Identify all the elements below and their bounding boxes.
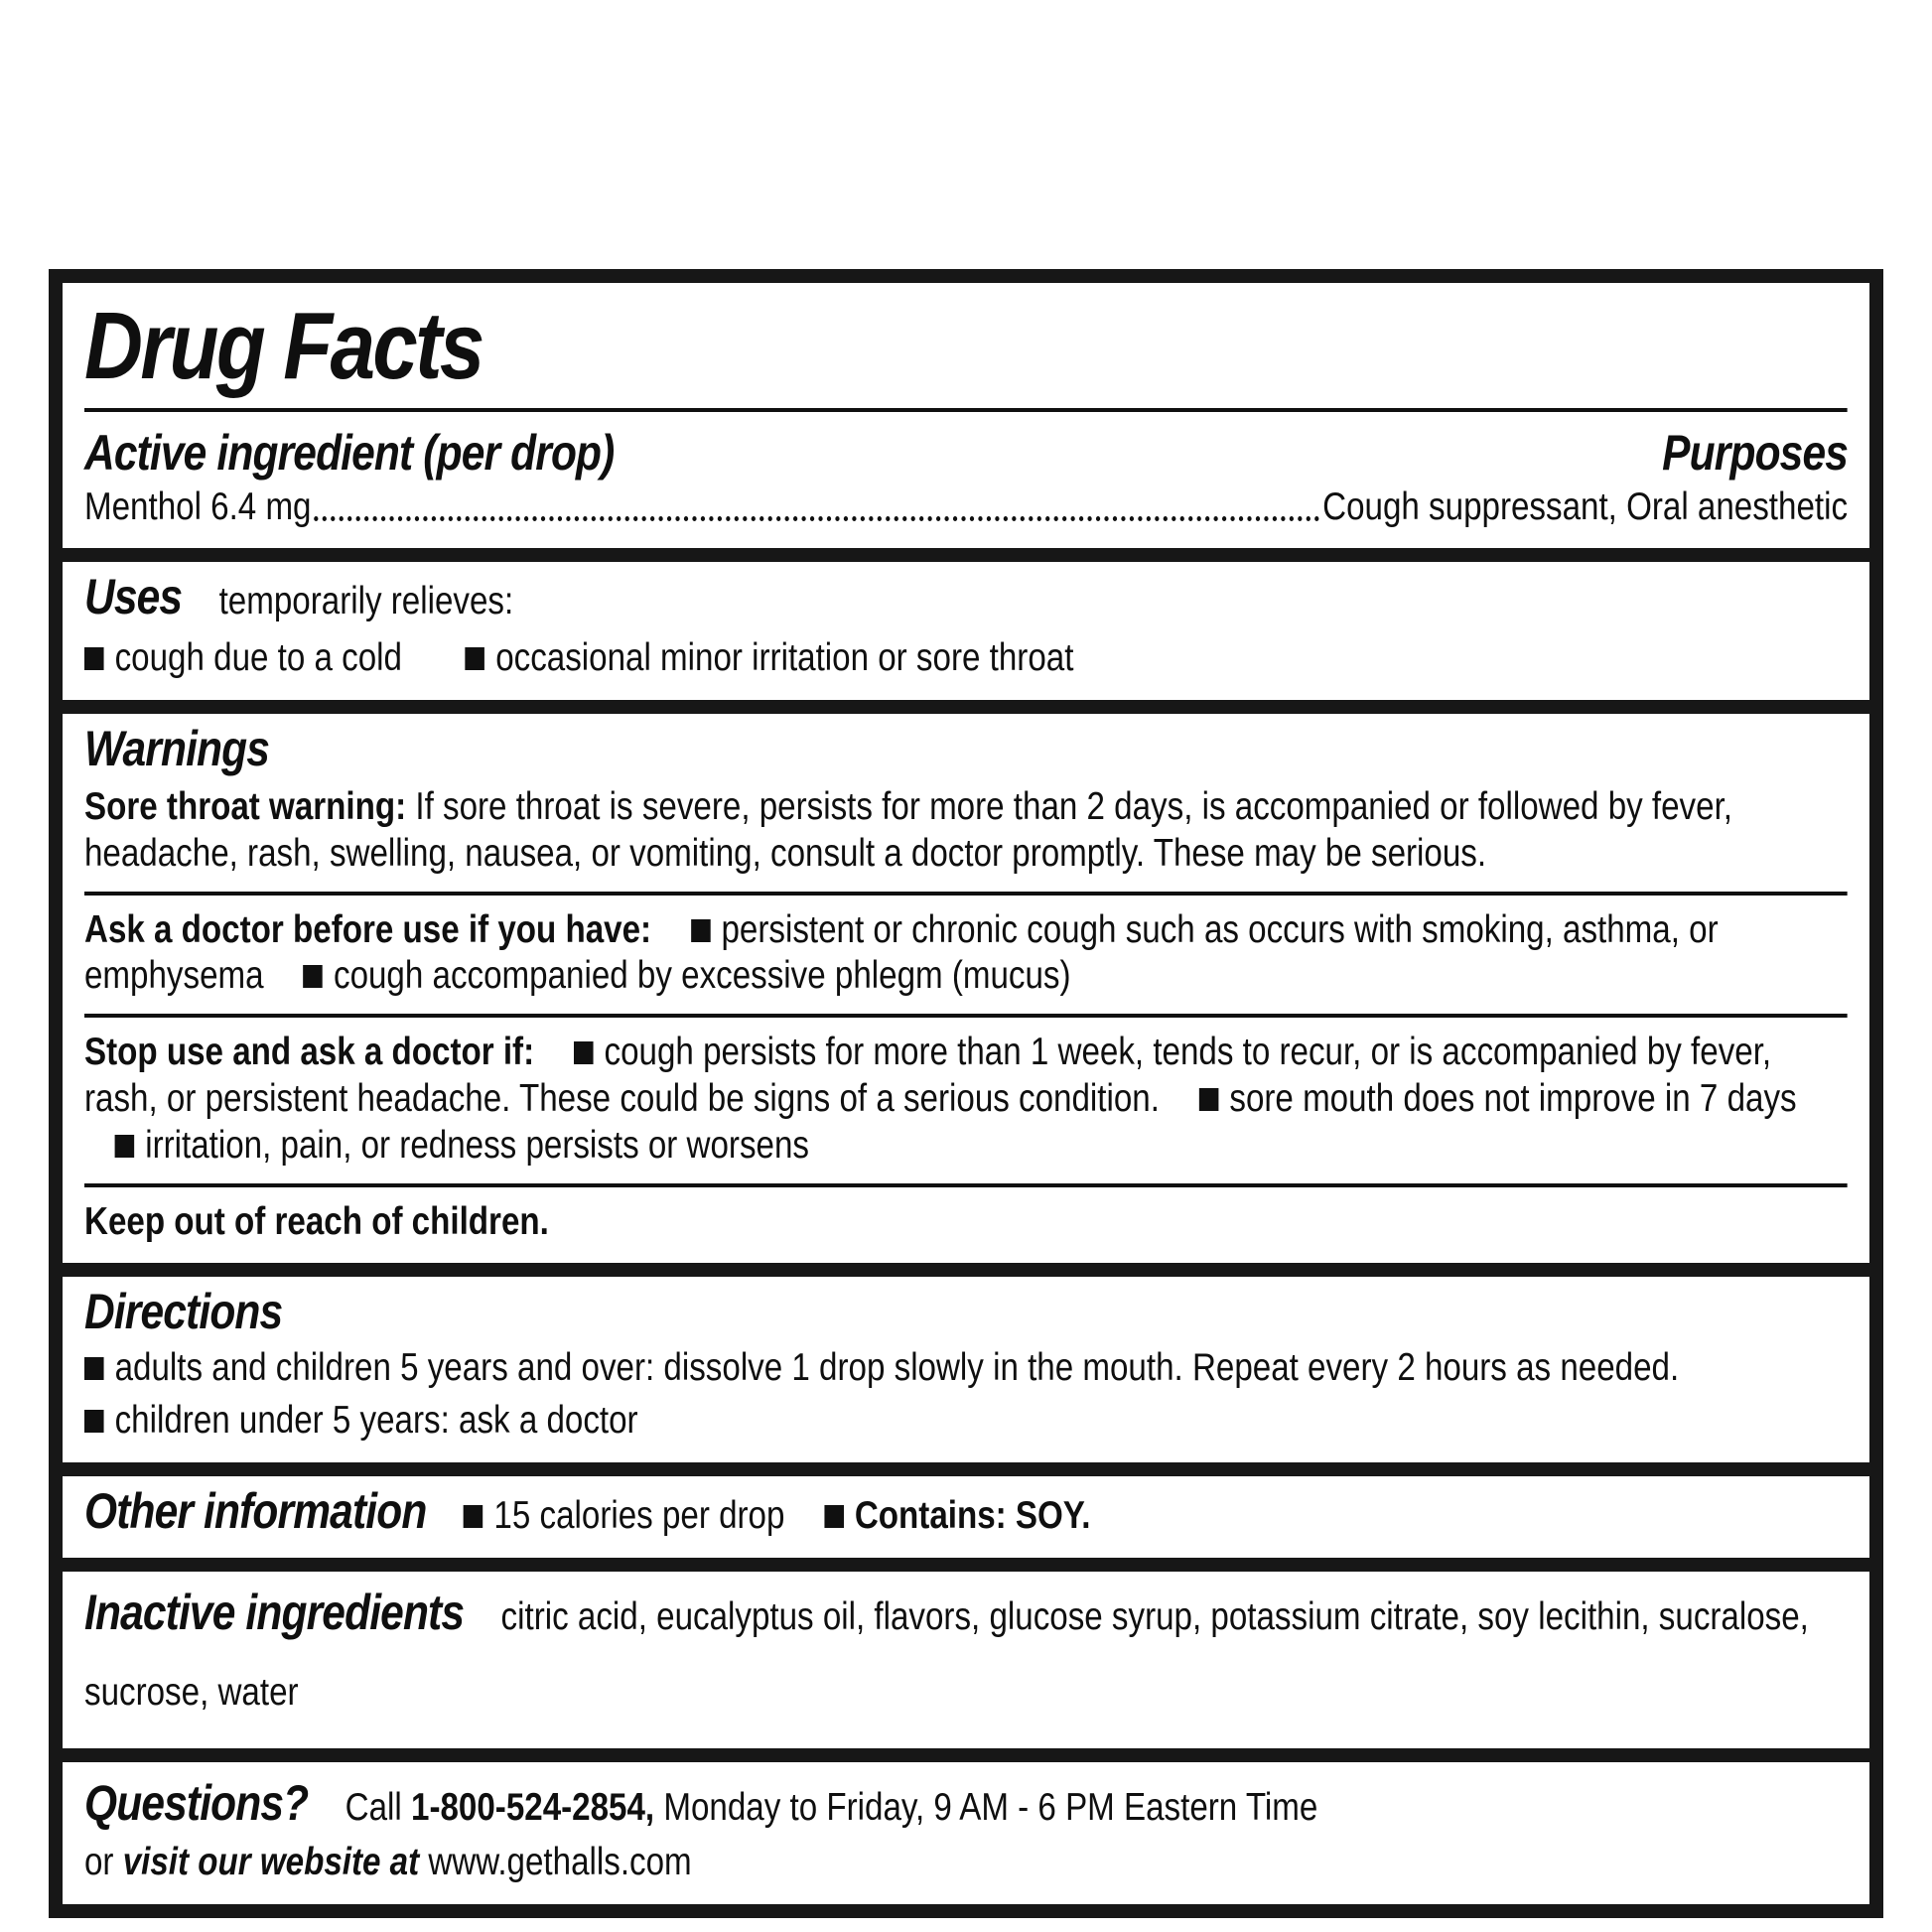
directions-bullet	[84, 1345, 1848, 1392]
bullet-square-icon	[574, 1041, 594, 1064]
active-ingredient-name: Menthol 6.4 mg	[84, 484, 312, 528]
questions-heading: Questions?	[84, 1774, 309, 1831]
uses-bullet: occasional minor irritation or sore throat	[495, 636, 1074, 680]
ask-doctor-label: Ask a doctor before use if you have:	[84, 907, 652, 951]
bullet-square-icon	[84, 1410, 104, 1433]
directions-bullet	[84, 1398, 1848, 1445]
uses-bullet: cough due to a cold	[114, 636, 402, 680]
active-ingredient-heading: Active ingredient (per drop)	[84, 424, 615, 481]
inactive-ingredients-text: citric acid, eucalyptus oil, flavors, glucose syrup, potassium citrate, soy lecithin, sucralose, sucrose, water	[84, 1594, 1809, 1714]
questions-website-line	[84, 1840, 1848, 1886]
directions-bullet-text: adults and children 5 years and over: dissolve 1 drop slowly in the mouth. Repeat every 2 hours as needed.	[114, 1346, 1680, 1390]
sore-throat-warning-label: Sore throat warning:	[84, 785, 407, 829]
ask-doctor-warning	[84, 907, 1848, 1001]
uses-intro: temporarily relieves:	[218, 580, 514, 623]
warnings-divider	[84, 1183, 1848, 1187]
other-information-heading: Other information	[84, 1483, 427, 1540]
bullet-square-icon	[464, 1505, 483, 1528]
other-info-bullet: 15 calories per drop	[493, 1494, 785, 1538]
sore-throat-warning-text: If sore throat is severe, persists for more than 2 days, is accompanied or followed by fever, headache, rash, swelling, nausea, or vomiting, consult a doctor promptly. These may be serious.	[84, 785, 1732, 875]
bullet-square-icon	[1199, 1088, 1219, 1111]
directions-bullet-text: children under 5 years: ask a doctor	[114, 1399, 638, 1443]
bullet-square-icon	[466, 647, 485, 670]
inactive-ingredients-heading: Inactive ingredients	[84, 1584, 465, 1640]
title-divider	[84, 408, 1848, 412]
warnings-divider	[84, 892, 1848, 896]
active-ingredient-purpose: Cough suppressant, Oral anesthetic	[1322, 484, 1849, 528]
phone-number: 1-800-524-2854,	[411, 1785, 655, 1829]
stop-use-item: irritation, pain, or redness persists or worsens	[145, 1123, 810, 1167]
stop-use-item: sore mouth does not improve in 7 days	[1229, 1077, 1797, 1121]
drug-facts-title: Drug Facts	[84, 293, 483, 399]
other-information-bullets	[464, 1494, 1091, 1537]
questions-call-line	[345, 1786, 1318, 1829]
directions-heading: Directions	[84, 1284, 283, 1340]
keep-out-of-reach: Keep out of reach of children.	[84, 1199, 549, 1243]
drug-facts-label	[49, 269, 1883, 1918]
stop-use-label: Stop use and ask a doctor if:	[84, 1031, 535, 1074]
website-url: www.gethalls.com	[428, 1840, 692, 1883]
contains-soy: Contains: SOY.	[854, 1494, 1091, 1538]
section-uses	[63, 562, 1869, 700]
bullet-square-icon	[84, 647, 104, 670]
website-phrase: visit our website at	[122, 1840, 420, 1883]
section-directions	[63, 1277, 1869, 1462]
ask-doctor-item: persistent or chronic cough such as occurs with smoking, asthma, or emphysema	[84, 907, 1719, 998]
purposes-heading: Purposes	[1662, 424, 1849, 481]
stop-use-item: cough persists for more than 1 week, tends to recur, or is accompanied by fever, rash, or persistent headache. These could be signs of a serious condition.	[84, 1031, 1772, 1121]
uses-heading: Uses	[84, 569, 183, 625]
call-word: Call	[345, 1785, 402, 1829]
stop-use-warning	[84, 1030, 1848, 1169]
section-inactive-ingredients	[63, 1572, 1869, 1748]
bullet-square-icon	[115, 1135, 135, 1158]
sore-throat-warning	[84, 784, 1848, 878]
uses-bullets	[84, 635, 1848, 682]
section-warnings	[63, 714, 1869, 1263]
section-drug-facts	[63, 283, 1869, 548]
call-hours: Monday to Friday, 9 AM - 6 PM Eastern Time	[663, 1785, 1318, 1829]
or-word: or	[84, 1840, 114, 1883]
warnings-divider	[84, 1014, 1848, 1018]
section-questions	[63, 1762, 1869, 1904]
ask-doctor-item: cough accompanied by excessive phlegm (mucus)	[333, 954, 1071, 998]
bullet-square-icon	[824, 1505, 844, 1528]
bullet-square-icon	[303, 965, 323, 988]
warnings-heading: Warnings	[84, 721, 270, 777]
bullet-square-icon	[84, 1357, 104, 1380]
bullet-square-icon	[691, 919, 711, 942]
section-other-information	[63, 1476, 1869, 1558]
dotted-leader	[314, 516, 1320, 521]
